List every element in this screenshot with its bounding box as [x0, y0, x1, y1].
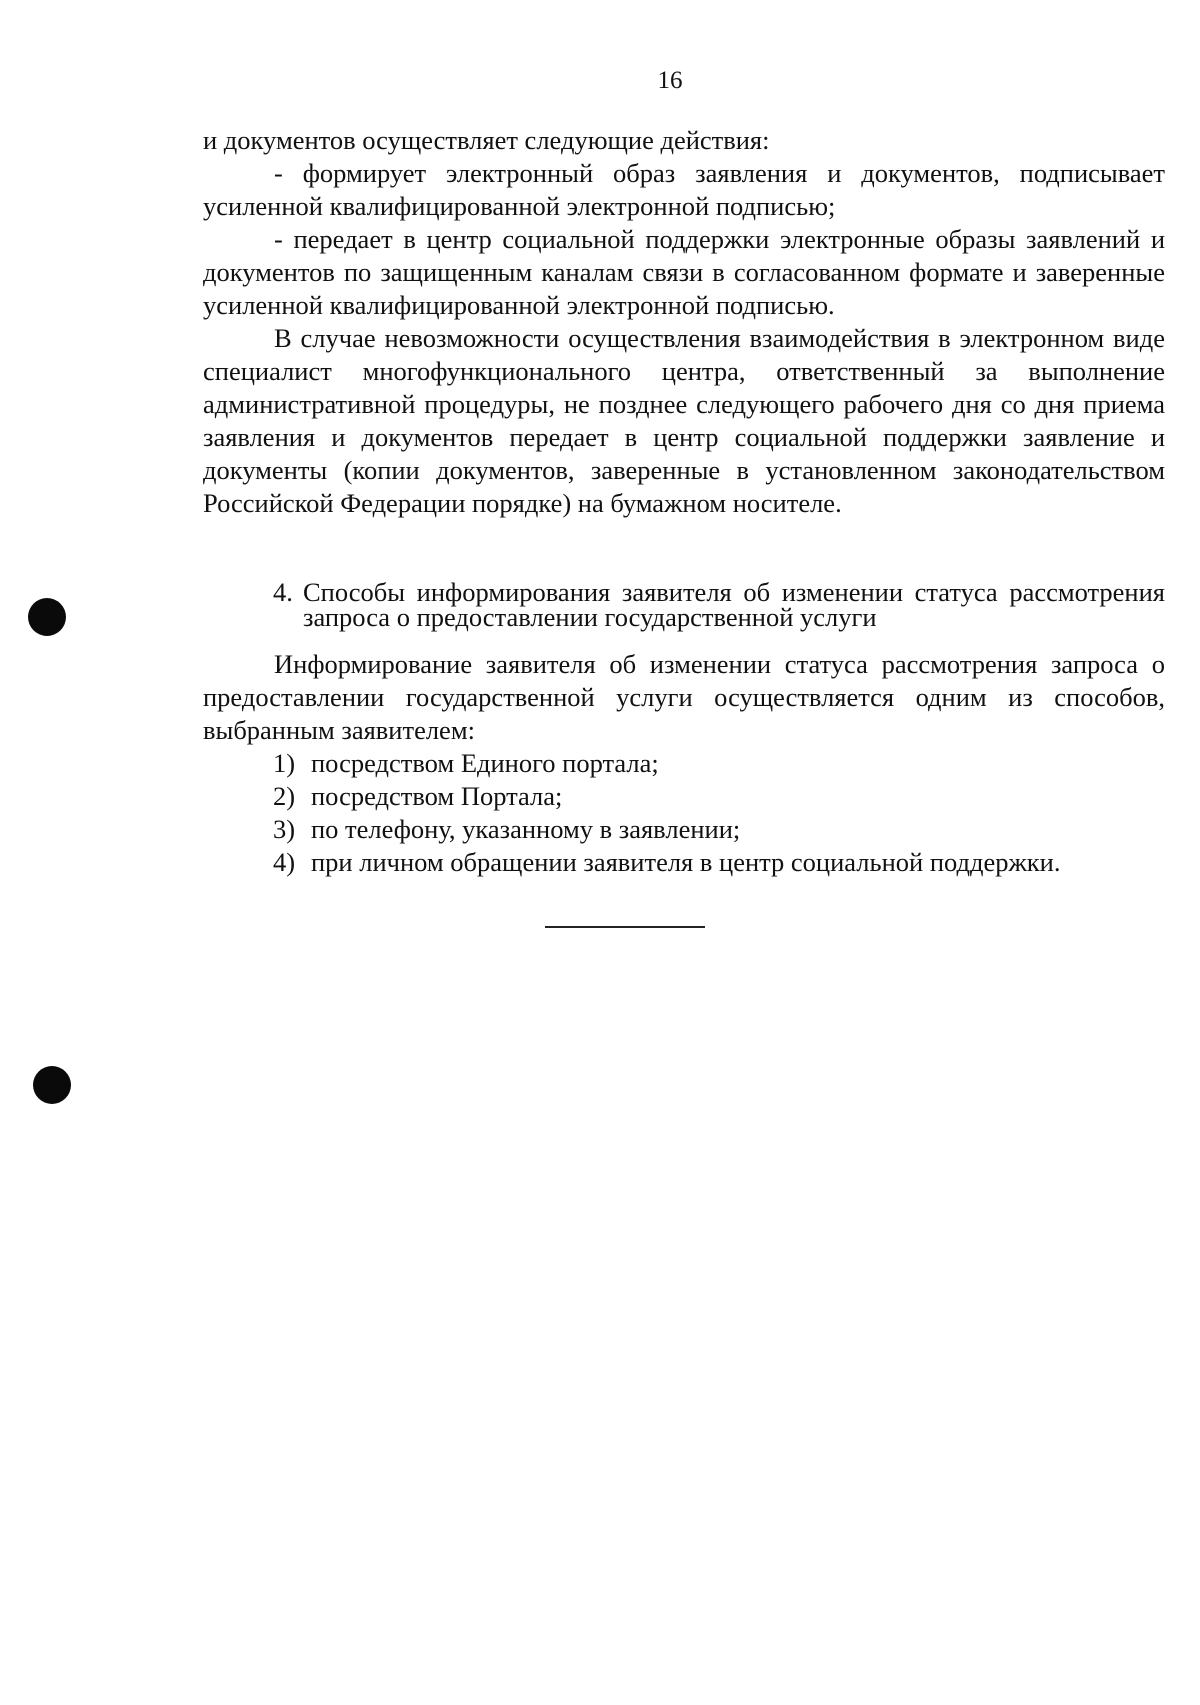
list-item-number: 1): [273, 748, 296, 778]
paragraph-bullet-2: - передает в центр социальной поддержки электронные образы заявлений и документов по защищенным каналам связи в согласованном формате и заверенные усиленной квалифицированной электронной подписью.: [203, 224, 1165, 320]
list-item-number: 3): [273, 814, 296, 844]
list-item-number: 4): [273, 847, 296, 877]
list-item-text: при личном обращении заявителя в центр социальной поддержки.: [311, 847, 1061, 877]
info-block: [203, 648, 1165, 879]
section-number: 4.: [273, 577, 293, 607]
list-item-text: посредством Единого портала;: [311, 748, 659, 778]
end-divider: [545, 926, 705, 928]
body-text: [203, 124, 1165, 520]
list-item-text: посредством Портала;: [311, 781, 563, 811]
info-paragraph: Информирование заявителя об изменении статуса рассмотрения запроса о предоставлении государственной услуги осуществляется одним из способов, выбранным заявителем:: [203, 649, 1165, 745]
page-number: 16: [657, 67, 683, 94]
paragraph-bullet-1: - формирует электронный образ заявления и документов, подписывает усиленной квалифицированной электронной подписью;: [203, 158, 1165, 221]
list-item-number: 2): [273, 781, 296, 811]
list-item: [273, 747, 1165, 780]
section-heading: [203, 577, 1165, 632]
list-item: [273, 780, 1165, 813]
punch-hole-bottom: [33, 1066, 71, 1104]
list-item-text: по телефону, указанному в заявлении;: [311, 814, 741, 844]
paragraph-paper-fallback: В случае невозможности осуществления взаимодействия в электронном виде специалист многофункционального центра, ответственный за выполнение административной процедуры, не позднее следующего рабочего дня со дня приема заявления и документов передает в центр социальной поддержки заявление и документы (копии документов, заверенные в установленном законодательством Российской Федерации порядке) на бумажном носителе.: [203, 323, 1165, 518]
list-item: [273, 813, 1165, 846]
section-title: Способы информирования заявителя об изменении статуса рассмотрения запроса о предоставлении государственной услуги: [303, 577, 1165, 632]
list-item: [273, 846, 1165, 879]
methods-list: [203, 747, 1165, 879]
punch-hole-top: [28, 598, 66, 636]
paragraph-continuation: и документов осуществляет следующие действия:: [203, 125, 770, 155]
